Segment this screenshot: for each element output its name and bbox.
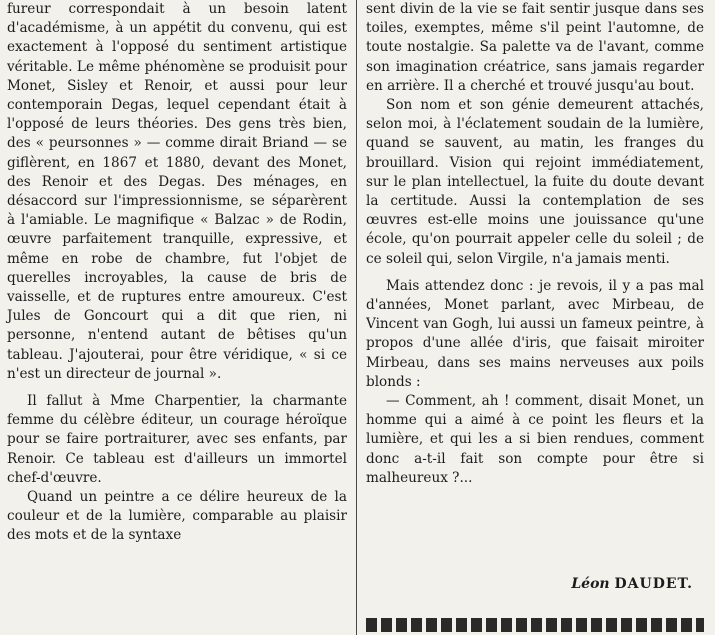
paragraph: fureur correspondait à un besoin latent d'académisme, à un appétit du convenu, qui est exactement à l'opposé du sentiment artistique véritable. Le même phénomène se produisit pour Monet, Sisley et Renoir, et aussi pour leur contemporain Degas, lequel cependant était à l'opposé de leurs théories. Des gens très bien, des « peursonnes » — comme dirait Briand — se giflèrent, en 1867 et 1880, devant des Monet, des Renoir et des Degas. Des ménages, en désaccord sur l'impressionnisme, se séparèrent à l'amiable. Le magnifique « Balzac » de Rodin, œuvre parfaitement tranquille, expressive, et même en robe de chambre, fut l'objet de querelles incroyables, la cause de bris de vaisselle, et de ruptures entre amoureux. C'est Jules de Goncourt qui a dit que rien, ni personne, n'entend autant de bêtises qu'un tableau. J'ajouterai, pour être véridique, « si ce n'est un directeur de journal ». bbox=[7, 1, 347, 382]
paragraph: Son nom et son génie demeurent attachés, selon moi, à l'éclatement soudain de la lumière, quand se sauvent, au matin, les franges du brouillard. Vision qui rejoint immédiatement, sur le plan intellectuel, la fuite du doute devant la certitude. Aussi la contemplation de ses œuvres est-elle moins une jouissance qu'une école, qu'on pourrait appeler celle du soleil ; de ce soleil qui, selon Virgile, n'a jamais menti. bbox=[366, 97, 704, 267]
paragraph: — Comment, ah ! comment, disait Monet, un homme qui a aimé à ce point les fleurs et la lumière, et qui les a si bien rendues, comment donc a-t-il fait son compte pour être si malheureux ?... bbox=[366, 393, 704, 486]
paragraph: Mais attendez donc : je revois, il y a pas mal d'années, Monet parlant, avec Mirbeau, de Vincent van Gogh, lui aussi un fameux peintre, à propos d'une allée d'iris, que faisait miroiter Mirbeau, dans ses mains nerveuses aux poils blonds : bbox=[366, 277, 704, 390]
paragraph: sent divin de la vie se fait sentir jusque dans ses toiles, exemptes, même s'il peint l'automne, de toute nostalgie. Sa palette va de l'avant, comme son imagination créatrice, sans jamais regarder en arrière. Il a cherché et trouvé jusqu'au bout. bbox=[366, 1, 704, 94]
author-signature bbox=[571, 576, 693, 592]
signature-last-name: DAUDET. bbox=[614, 576, 693, 592]
paragraph: Il fallut à Mme Charpentier, la charmante femme du célèbre éditeur, un courage héroïque pour se faire portraiturer, avec ses enfants, par Renoir. Ce tableau est d'ailleurs un immortel chef-d'œuvre. bbox=[7, 393, 347, 486]
paragraph: Quand un peintre a ce délire heureux de la couleur et de la lumière, comparable au plaisir des mots et de la syntaxe bbox=[7, 489, 347, 544]
column-divider bbox=[356, 0, 357, 635]
signature-first-name: Léon bbox=[571, 576, 610, 592]
left-column bbox=[7, 0, 347, 546]
decorative-separator-band bbox=[366, 618, 704, 632]
right-column bbox=[366, 0, 704, 488]
